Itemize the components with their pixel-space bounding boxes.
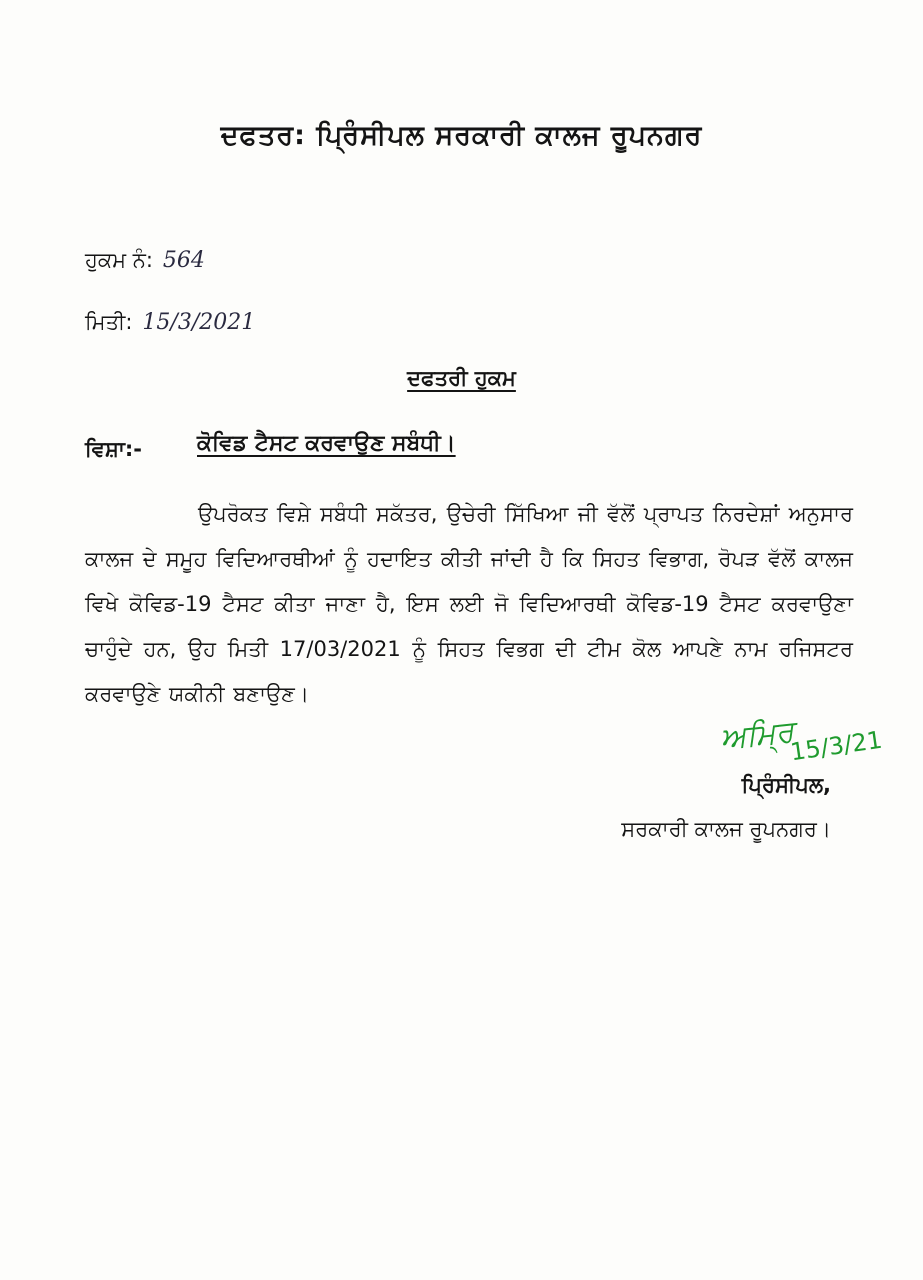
college-name-sign: ਸਰਕਾਰੀ ਕਾਲਜ ਰੂਪਨਗਰ। [621, 817, 831, 841]
signature-scrawl: ਅਮ੍ਰਿ [718, 714, 796, 757]
principal-designation: ਪ੍ਰਿੰਸੀਪਲ, [741, 773, 831, 797]
order-body: ਉਪਰੋਕਤ ਵਿਸ਼ੇ ਸਬੰਧੀ ਸਕੱਤਰ, ਉਚੇਰੀ ਸਿੱਖਿਆ ਜੀ ਵੱਲੋਂ ਪ੍ਰਾਪਤ ਨਿਰਦੇਸ਼ਾਂ ਅਨੁਸਾਰ ਕਾਲਜ ਦੇ ਸਮੂਹ ਵਿਦਿਆਰਥੀਆਂ ਨੂੰ ਹਦਾਇਤ ਕੀਤੀ ਜਾਂਦੀ ਹੈ ਕਿ ਸਿਹਤ ਵਿਭਾਗ, ਰੋਪੜ ਵੱਲੋਂ ਕਾਲਜ ਵਿਖੇ ਕੋਵਿਡ-19 ਟੈਸਟ ਕੀਤਾ ਜਾਣਾ ਹੈ, ਇਸ ਲਈ ਜੋ ਵਿਦਿਆਰਥੀ ਕੋਵਿਡ-19 ਟੈਸਟ ਕਰਵਾਉਣਾ ਚਾਹੁੰਦੇ ਹਨ, ਉਹ ਮਿਤੀ 17/03/2021 ਨੂੰ ਸਿਹਤ ਵਿਭਗ ਦੀ ਟੀਮ ਕੋਲ ਆਪਣੇ ਨਾਮ ਰਜਿਸਟਰ ਕਰਵਾਉਣੇ ਯਕੀਨੀ ਬਣਾਉਣ। [85, 502, 853, 706]
subject-text: ਕੋਵਿਡ ਟੈਸਟ ਕਰਵਾਉਣ ਸਬੰਧੀ। [197, 431, 456, 456]
date-row [85, 310, 255, 335]
date-label: ਮਿਤੀ: [85, 310, 133, 334]
order-number-label: ਹੁਕਮ ਨੰ: [85, 248, 153, 272]
office-title: ਦਫਤਰ: ਪ੍ਰਿੰਸੀਪਲ ਸਰਕਾਰੀ ਕਾਲਜ ਰੂਪਨਗਰ [220, 120, 703, 151]
order-heading: ਦਫਤਰੀ ਹੁਕਮ [407, 366, 516, 390]
order-number-value: 564 [162, 248, 205, 273]
signature-date: 15/3/21 [788, 725, 885, 767]
date-value: 15/3/2021 [142, 310, 256, 335]
subject-label: ਵਿਸ਼ਾ:- [85, 437, 143, 461]
order-number-row [85, 248, 205, 273]
